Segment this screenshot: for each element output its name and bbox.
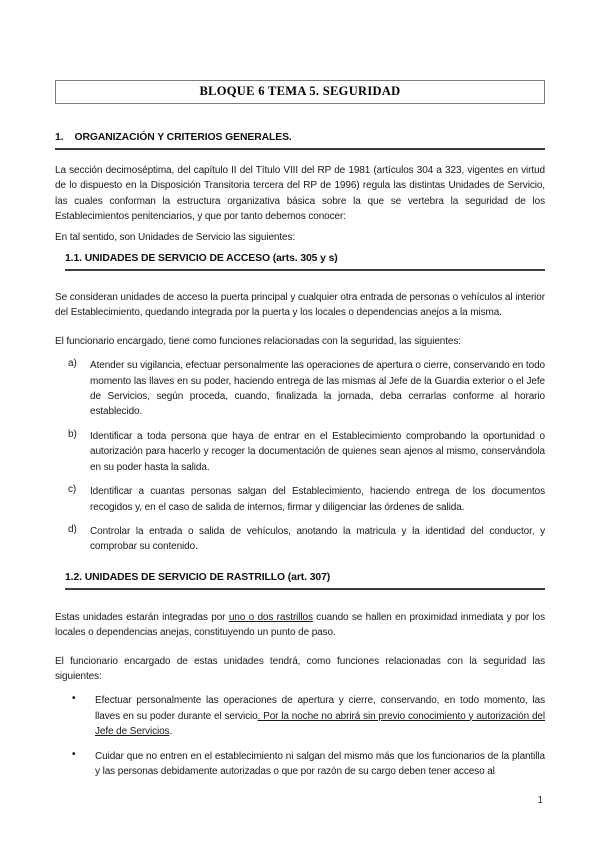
list-item-marker: c) bbox=[68, 484, 77, 496]
paragraph-segment: Efectuar personalmente las operaciones de apertura y cierre, conservando, en todo momento, las llaves en su poder durante el servicio bbox=[95, 695, 545, 722]
bullet-icon: • bbox=[72, 693, 76, 705]
bulleted-list bbox=[55, 693, 545, 779]
document-title-box bbox=[55, 80, 545, 104]
list-item bbox=[55, 693, 545, 739]
list-item bbox=[55, 358, 545, 420]
section-1-2-heading bbox=[65, 572, 545, 590]
rastrillo-units-paragraph bbox=[55, 610, 545, 641]
list-item-text: Controlar la entrada o salida de vehículos, anotando la matricula y la identidad del conductor, y comprobar su contenido. bbox=[90, 525, 545, 553]
section-1-heading bbox=[55, 132, 545, 150]
section-1-1-heading bbox=[65, 253, 545, 271]
document-title: BLOQUE 6 TEMA 5. SEGURIDAD bbox=[199, 84, 401, 98]
paragraph-segment: Estas unidades estarán integradas por bbox=[55, 611, 229, 623]
list-item-text: Identificar a cuantas personas salgan del Establecimiento, haciendo entrega de los documentos recogidos y, en el caso de salida de internos, firmar y diligenciar las órdenes de salida. bbox=[90, 486, 545, 513]
underlined-phrase: . Por la noche no abrirá sin previo conocimiento y autorización del Jefe de Servicios bbox=[95, 710, 545, 738]
paragraph-segment: Cuidar que no entren en el establecimiento ni salgan del mismo más que los funcionarios de la plantilla y las personas debidamente autorizadas o que por razón de su cargo deben tener acceso al bbox=[95, 750, 545, 777]
lettered-list bbox=[55, 358, 545, 554]
list-item-marker: d) bbox=[68, 523, 77, 535]
list-item bbox=[55, 429, 545, 475]
underlined-phrase: uno o dos rastrillos bbox=[228, 611, 313, 623]
section-1-heading-number: 1. bbox=[55, 132, 64, 143]
paragraph-segment: . bbox=[169, 726, 173, 738]
list-item-text bbox=[95, 749, 545, 780]
rastrillo-functions-lead-paragraph: El funcionario encargado de estas unidades tendrá, como funciones relacionadas con la seguridad las siguientes: bbox=[55, 655, 545, 682]
section-1-1-heading-text: 1.1. UNIDADES DE SERVICIO DE ACCESO (arts. 305 y s) bbox=[65, 253, 338, 265]
list-item bbox=[55, 484, 545, 515]
list-item bbox=[55, 749, 545, 780]
paragraph-segment: cuando se hallen en proximidad inmediata y por los locales o dependencias anejas, constituyendo un punto de paso. bbox=[55, 611, 545, 639]
page-number: 1 bbox=[537, 795, 543, 806]
access-functions-lead-paragraph: El funcionario encargado, tiene como funciones relacionadas con la seguridad, las siguientes: bbox=[55, 335, 461, 347]
list-item bbox=[55, 524, 545, 555]
list-item-text bbox=[95, 693, 545, 739]
access-units-paragraph: Se consideran unidades de acceso la puerta principal y cualquier otra entrada de personas o vehículos al interior del Establecimiento, quedando integrada por la puerta y los locales o dependencias anejos a la misma. bbox=[55, 292, 545, 319]
list-item-text: Atender su vigilancia, efectuar personalmente las operaciones de apertura o cierre, conservando en todo momento las llaves en su poder, haciendo entrega de las mismas al Jefe de la Guardia exterior o el Jefe de Servicios, según proceda, cuando, finalizada la jornada, deba cerrarlas conforme al horario establecido. bbox=[90, 360, 545, 418]
list-item-text: Identificar a toda persona que haya de entrar en el Establecimiento comprobando la oportunidad o autorización para hacerlo y recoger la documentación de quienes sean ajenos al mismo, conservándola en su poder hasta la salida. bbox=[90, 430, 545, 473]
list-item-marker: a) bbox=[68, 358, 77, 370]
list-item-marker: b) bbox=[68, 428, 77, 440]
intro-paragraph: La sección decimoséptima, del capítulo II del Título VIII del RP de 1981 (artículos 304 a 323, vigentes en virtud de lo dispuesto en la Disposición Transitoria tercera del RP de 1996) regula las distintas Unidades de Servicio, las cuales conforman la estructura organizativa básica sobre la que se vertebra la seguridad de los Establecimientos penitenciarios, y que por tanto debemos conocer: bbox=[55, 165, 545, 223]
lead-in-paragraph: En tal sentido, son Unidades de Servicio las siguientes: bbox=[55, 231, 296, 243]
section-1-2-heading-text: 1.2. UNIDADES DE SERVICIO DE RASTRILLO (art. 307) bbox=[65, 571, 331, 583]
bullet-icon: • bbox=[72, 748, 76, 760]
section-1-heading-text: ORGANIZACIÓN Y CRITERIOS GENERALES. bbox=[74, 132, 292, 143]
